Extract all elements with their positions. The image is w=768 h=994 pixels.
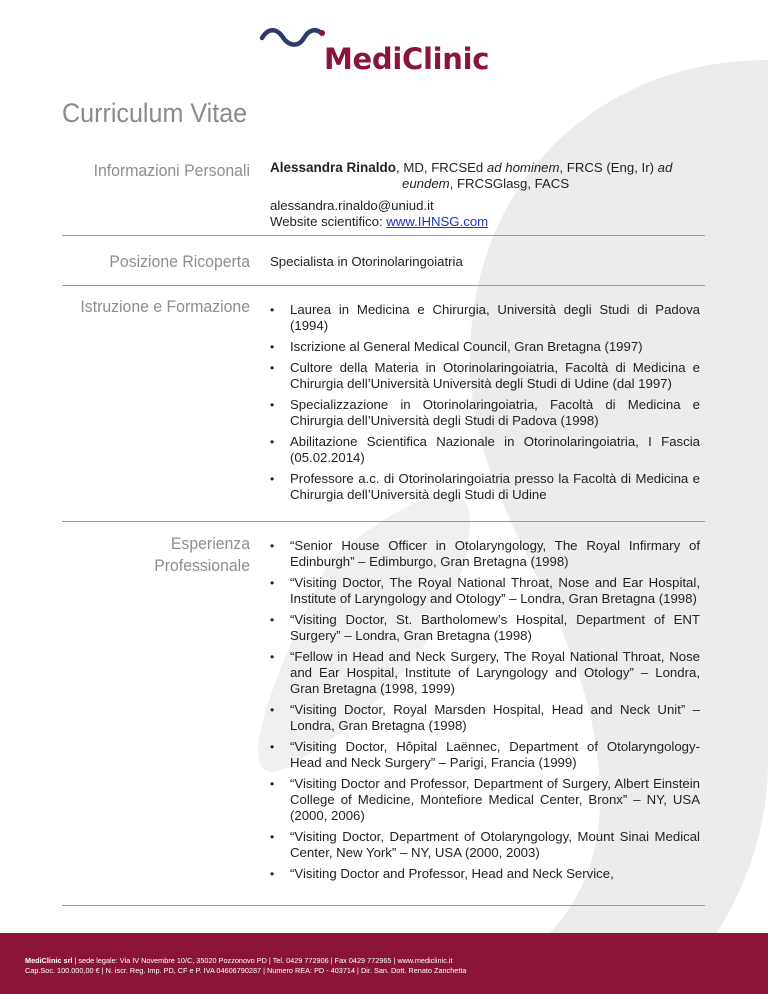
company-logo xyxy=(258,22,488,82)
website-line xyxy=(270,214,700,230)
education-list xyxy=(270,302,700,503)
footer-line-1 xyxy=(25,956,453,965)
list-item: • “Fellow in Head and Neck Surgery, The Royal National Throat, Nose and Ear Hospital, Institute of Laryngology and Otology” – Londra, Gran Bretagna (1998, 1999) xyxy=(270,649,700,697)
person-name: Alessandra Rinaldo xyxy=(270,160,397,175)
education-list-wrap xyxy=(270,302,700,508)
titles-text: , FRCSGlasg, FACS xyxy=(449,176,570,191)
position-value: Specialista in Otorinolaringoiatria xyxy=(270,254,463,269)
document-title: Curriculum Vitae xyxy=(62,98,248,128)
experience-list xyxy=(270,538,700,882)
name-line: Alessandra Rinaldo, MD, FRCSEd ad hominem, FRCS (Eng, Ir) ad xyxy=(270,160,673,175)
divider xyxy=(62,905,705,906)
list-item: • “Visiting Doctor, Hôpital Laënnec, Department of Otolaryngology-Head and Neck Surgery” – Parigi, Francia (1999) xyxy=(270,739,700,771)
personal-content xyxy=(270,160,700,230)
divider xyxy=(62,235,705,236)
footer-line-2: Cap.Soc. 100.000,00 € | N. iscr. Reg. Imp. PD, CF e P. IVA 04606790287 | Numero REA: PD - 403714 | Dir. San. Dott. Renato Zanchetta xyxy=(25,966,467,975)
wave-icon xyxy=(258,22,328,56)
logo-text: MediClinic xyxy=(324,42,490,76)
list-item: • “Visiting Doctor, St. Bartholomew’s Hospital, Department of ENT Surgery” – Londra, Gran Bretagna (1998) xyxy=(270,612,700,644)
list-item: • Professore a.c. di Otorinolaringoiatria presso la Facoltà di Medicina e Chirurgia dell’Università degli Studi di Udine xyxy=(270,471,700,503)
list-item: • “Visiting Doctor, Department of Otolaryngology, Mount Sinai Medical Center, New York” – NY, USA (2000, 2003) xyxy=(270,829,700,861)
list-item: • Specializzazione in Otorinolaringoiatria, Facoltà di Medicina e Chirurgia dell’Università degli Studi di Padova (1998) xyxy=(270,397,700,429)
label-personal: Informazioni Personali xyxy=(93,161,250,180)
list-item: • “Visiting Doctor, The Royal National Throat, Nose and Ear Hospital, Institute of Laryngology and Otology” – Londra, Gran Bretagna (1998) xyxy=(270,575,700,607)
email[interactable]: alessandra.rinaldo@uniud.it xyxy=(270,198,434,213)
label-position: Posizione Ricoperta xyxy=(109,252,250,271)
experience-list-wrap xyxy=(270,538,700,887)
list-item: • “Visiting Doctor, Royal Marsden Hospital, Head and Neck Unit” – Londra, Gran Bretagna (1998) xyxy=(270,702,700,734)
list-item: • Abilitazione Scientifica Nazionale in Otorinolaringoiatria, I Fascia (05.02.2014) xyxy=(270,434,700,466)
label-education: Istruzione e Formazione xyxy=(80,297,250,316)
website-link[interactable]: www.IHNSG.com xyxy=(386,214,489,229)
list-item: • Iscrizione al General Medical Council, Gran Bretagna (1997) xyxy=(270,339,700,355)
list-item: • “Visiting Doctor and Professor, Department of Surgery, Albert Einstein College of Medicine, Montefiore Medical Center, Bronx” – NY, USA (2000, 2006) xyxy=(270,776,700,824)
footer xyxy=(0,933,768,994)
titles-text: , FRCS (Eng, Ir) xyxy=(559,160,658,175)
divider xyxy=(62,521,705,522)
footer-brand: MediClinic srl xyxy=(25,956,73,965)
name-line-2: eundem, FRCSGlasg, FACS xyxy=(402,176,570,191)
label-line: Professionale xyxy=(154,556,250,575)
titles-text: , MD, FRCSEd xyxy=(396,160,487,175)
divider xyxy=(62,285,705,286)
label-line: Esperienza xyxy=(170,534,250,553)
list-item: • “Visiting Doctor and Professor, Head and Neck Service, xyxy=(270,866,700,882)
titles-italic: ad hominem xyxy=(486,160,560,175)
list-item: • “Senior House Officer in Otolaryngology, The Royal Infirmary of Edinburgh” – Edimburgo, Gran Bretagna (1998) xyxy=(270,538,700,570)
list-item: • Laurea in Medicina e Chirurgia, Università degli Studi di Padova (1994) xyxy=(270,302,700,334)
website-label: Website scientifico: xyxy=(270,214,387,229)
label-experience xyxy=(75,533,250,577)
list-item: • Cultore della Materia in Otorinolaringoiatria, Facoltà di Medicina e Chirurgia dell’Università Università degli Studi di Udine (dal 1997) xyxy=(270,360,700,392)
footer-address: | sede legale: Via IV Novembre 10/C, 35020 Pozzonovo PD | Tel. 0429 772906 | Fax 0429 772965 | www.mediclinic.it xyxy=(72,956,453,965)
